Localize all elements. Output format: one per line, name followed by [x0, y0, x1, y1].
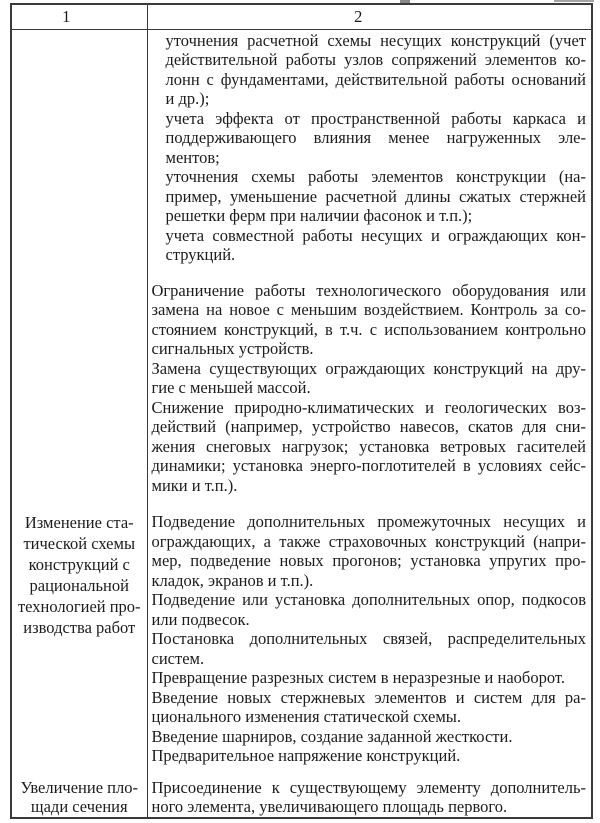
- row-label-line: Изменение ста-: [24, 513, 134, 532]
- row-label-line: конструкций с: [28, 555, 130, 574]
- paragraph: [152, 727, 587, 747]
- paragraph: [152, 512, 587, 590]
- text-line: струкций.: [165, 245, 236, 264]
- text-line: пример, уменьшение расчетной длины сжатых стержней: [165, 186, 586, 206]
- text-line: и др.);: [165, 89, 210, 108]
- text-line: Снижение природно-климатических и геологических воз-: [151, 397, 586, 417]
- paragraph: [166, 167, 587, 226]
- text-line: ментов;: [165, 147, 220, 167]
- text-line: поддерживающего влияния менее нагруженных эле-: [165, 128, 586, 147]
- scan-artifact: [554, 0, 594, 2]
- row-label-line: рациональной: [29, 576, 129, 595]
- text-line: сигнальных устройств.: [151, 339, 314, 358]
- row-label-line: Увеличение пло-: [20, 777, 138, 797]
- text-line: замена на новое с меньшим воздействием. Контроль за со-: [151, 300, 586, 319]
- row-label-line: тической схемы: [23, 534, 136, 553]
- paragraph: [152, 590, 587, 629]
- text-line: гие с меньшей массой.: [151, 378, 311, 397]
- measures-table: [10, 3, 593, 819]
- row-label-line: щади сечения: [30, 797, 128, 816]
- row-content-cell: [147, 495, 592, 766]
- text-line: действительной работы узлов сопряжений элементов ко-: [165, 50, 586, 69]
- table-row: [11, 29, 592, 495]
- row-content-cell: [147, 766, 592, 818]
- text-line: Подведение или установка дополнительных опор, подкосов: [151, 590, 586, 609]
- text-line: жения снеговых нагрузок; установка ветровых гасителей: [151, 436, 586, 456]
- paragraph: [152, 359, 587, 398]
- text-line: Введение новых стержневых элементов и систем для ра-: [151, 687, 586, 707]
- text-line: учета эффекта от пространственной работы каркаса и: [165, 108, 586, 128]
- paragraph: [152, 668, 587, 688]
- row-label-cell: [11, 29, 147, 495]
- paragraph: [166, 226, 587, 265]
- text-line: ограждающих, а также страховочных конструкций (напри-: [151, 531, 586, 551]
- text-line: уточнения расчетной схемы несущих конструкций (учет: [165, 30, 586, 50]
- text-line: уточнения схемы работы элементов конструкции (на-: [165, 167, 586, 186]
- text-line: учета совместной работы несущих и ограждающих кон-: [165, 225, 586, 245]
- text-line: стоянием конструкций, в т.ч. с использованием контрольно: [151, 319, 586, 339]
- table-body: [11, 29, 592, 818]
- text-line: действий (например, устройство навесов, скатов для сни-: [151, 417, 586, 436]
- paragraph: [152, 281, 587, 359]
- text-line: мики и т.п.).: [151, 475, 238, 495]
- text-line: Превращение разрезных систем в неразрезные и наоборот.: [151, 668, 565, 687]
- row-content-cell: [147, 29, 592, 495]
- column-1-header: 1: [11, 4, 147, 29]
- column-2-header: 2: [147, 4, 592, 29]
- row-label-cell: [11, 766, 147, 818]
- text-line: Присоединение к существующему элементу дополнитель-: [151, 777, 586, 797]
- row-label-line: изводства работ: [23, 618, 136, 637]
- column-number-row: [11, 4, 592, 29]
- text-line: ционального изменения статической схемы.: [151, 707, 462, 726]
- text-line: ного элемента, увеличивающего площадь первого.: [151, 797, 508, 816]
- text-line: Предварительное напряжение конструкций.: [151, 746, 461, 765]
- paragraph: [152, 778, 587, 817]
- text-line: кладок, экранов и т.п.).: [151, 570, 314, 590]
- text-line: мер, подведение новых прогонов; установка упругих про-: [151, 551, 586, 570]
- text-line: систем.: [151, 648, 205, 668]
- text-line: Замена существующих ограждающих конструкций на дру-: [151, 358, 586, 378]
- paragraph: [166, 109, 587, 168]
- text-line: Подведение дополнительных промежуточных несущих и: [151, 512, 586, 531]
- paragraph: [166, 31, 587, 109]
- text-line: Введение шарниров, создание заданной жесткости.: [151, 726, 513, 746]
- paragraph: [152, 629, 587, 668]
- paragraph: [152, 746, 587, 766]
- text-line: или подвесок.: [151, 609, 250, 629]
- table-row: [11, 766, 592, 818]
- text-line: лонн с фундаментами, действительной работы оснований: [165, 69, 586, 89]
- paragraph: [152, 398, 587, 496]
- row-label-line: технологией про-: [17, 597, 141, 616]
- paragraph: [152, 688, 587, 727]
- row-label-cell: [11, 495, 147, 766]
- text-line: Постановка дополнительных связей, распределительных: [151, 629, 586, 648]
- text-line: решетки ферм при наличии фасонок и т.п.);: [165, 206, 473, 225]
- text-line: динамики; установка энерго-поглотителей в условиях сейс-: [151, 456, 586, 475]
- table-row: [11, 495, 592, 766]
- text-line: Ограничение работы технологического оборудования или: [151, 280, 586, 300]
